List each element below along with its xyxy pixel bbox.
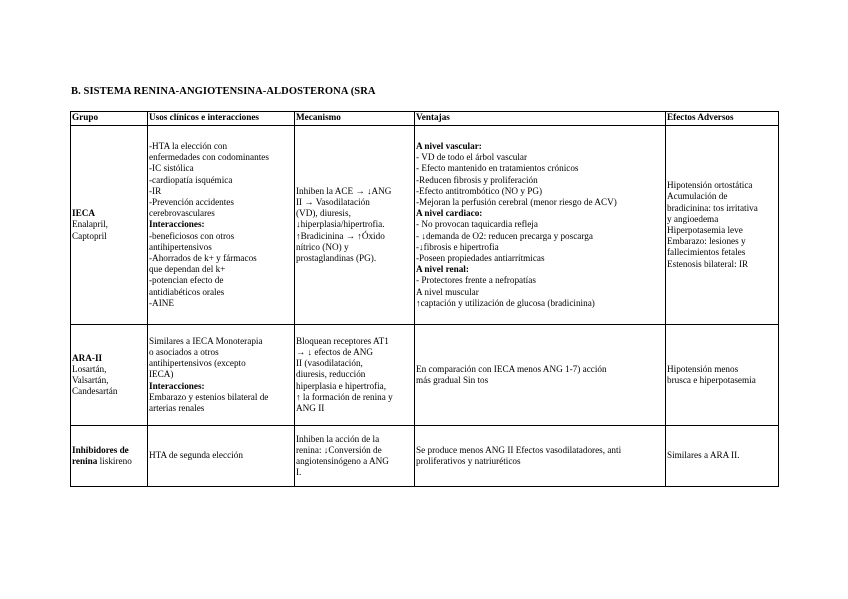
cell-line: antihipertensivos (excepto [149,358,246,369]
cell-group-inhibidores [71,426,148,487]
table-row-inhibidores-renina [71,426,779,487]
cell-line: Se produce menos ANG II Efectos vasodilatadores, anti [416,444,622,455]
cell-line: fallecimientos fetales [667,247,746,258]
table-header-row [71,112,779,126]
group-drug: Enalapril, [72,219,108,230]
cell-line: ANG II [296,403,325,413]
cell-line: Inhiben la acción de la [296,433,380,444]
cell-line: angiotensinógeno a ANG [296,456,389,466]
cell-line: -potencian efecto de [149,275,224,286]
cell-line: -↓fibrosis e hipertrofia [416,241,499,252]
group-name-rest: renina [72,456,98,466]
cell-line: -AINE [149,297,175,308]
cell-line: ↓hiperplasia/hipertrofia. [296,219,385,230]
group-drug: liskireno [97,456,132,466]
cell-line: más gradual Sin tos [416,375,489,385]
cell-line: diuresis, reducción [296,369,366,380]
cell-subheading: Interacciones: [149,380,205,391]
cell-line: -Prevención accidentes [149,196,234,207]
group-drug: Captopril [72,230,107,241]
cell-line: Embarazo y estenios bilateral de [149,391,269,402]
cell-line: - Protectores frente a nefropatías [416,275,536,286]
header-efectos: Efectos Adversos [666,112,779,126]
cell-line: -Mejoran la perfusión cerebral (menor riesgo de ACV) [416,196,617,207]
cell-line: HTA de segunda elección [149,450,243,461]
cell-usos-ara-ii [148,325,295,426]
cell-line: -HTA la elección con [149,140,228,151]
cell-line: enfermedades con codominantes [149,152,269,163]
cell-line: cerebrovasculares [149,208,215,219]
cell-line: renina: ↓Conversión de [296,444,382,455]
cell-ventajas-ara-ii [415,325,666,426]
cell-line: Hiperpotasemia leve [667,225,743,235]
cell-line: -beneficiosos con otros [149,230,235,241]
cell-efectos-ara-ii [666,325,779,426]
cell-line: Acumulación de [667,191,728,202]
header-mecanismo: Mecanismo [295,112,415,126]
cell-line: Similares a ARA II. [667,450,740,461]
cell-efectos-ieca [666,126,779,325]
group-drug: Candesartán [72,386,118,397]
cell-line: proliferativos y natriuréticos [416,456,521,466]
header-ventajas: Ventajas [415,112,666,126]
cell-line: ↑ la formación de renina y [296,391,393,402]
cell-line: - ↓demanda de O2: reducen precarga y poscarga [416,230,593,241]
cell-line: Hipotensión ortostática [667,180,753,191]
cell-line: brusca e hiperpotasemia [667,375,756,385]
cell-subheading: A nivel vascular: [416,140,482,151]
cell-mecanismo-ieca [295,126,415,325]
cell-line: ↑captación y utilización de glucosa (bradicinina) [416,297,595,308]
cell-subheading: Interacciones: [149,219,205,230]
cell-line: prostaglandinas (PG). [296,253,377,263]
cell-line: ↑Bradicinina → ↑Óxido [296,230,385,241]
cell-group-ieca [71,126,148,325]
header-usos: Usos clínicos e interacciones [148,112,295,126]
cell-line: y angioedema [667,213,719,224]
cell-line: En comparación con IECA menos ANG 1-7) acción [416,363,607,374]
cell-line: -Efecto antitrombótico (NO y PG) [416,185,543,196]
cell-usos-ieca [148,126,295,325]
cell-ventajas-ieca [415,126,666,325]
cell-subheading: A nivel cardiaco: [416,208,483,219]
cell-line: (VD), diuresis, [296,208,351,219]
cell-line: Similares a IECA Monoterapia [149,335,263,346]
cell-line: -cardiopatía isquémica [149,174,233,185]
group-name: Inhibidores de [72,444,129,455]
cell-line: antihipertensivos [149,241,212,252]
cell-line: Embarazo: lesiones y [667,236,746,247]
cell-efectos-inhibidores [666,426,779,487]
header-grupo: Grupo [71,112,148,126]
table-row-ieca [71,126,779,325]
table-row-ara-ii [71,325,779,426]
cell-line: o asociados a otros [149,346,219,357]
cell-line: arterias renales [149,403,205,413]
cell-line: -Reducen fibrosis y proliferación [416,174,538,185]
cell-line: -IC sistólica [149,163,194,174]
group-name: IECA [72,208,95,219]
cell-line: Hipotensión menos [667,363,739,374]
group-drug: Losartán, [72,363,107,374]
cell-line: bradicinina: tos irritativa [667,202,758,213]
cell-line: → ↓ efectos de ANG [296,346,374,357]
cell-line: I. [296,467,302,478]
cell-line: IECA) [149,369,174,380]
cell-line: -Poseen propiedades antiarrítmicas [416,253,545,263]
cell-line: II → Vasodilatación [296,196,370,207]
cell-line: A nivel muscular [416,286,479,297]
cell-ventajas-inhibidores [415,426,666,487]
cell-line: - VD de todo el árbol vascular [416,152,528,163]
cell-line: -Ahorrados de k+ y fármacos [149,253,257,263]
cell-line: hiperplasia e hipertrofia, [296,380,387,391]
cell-line: nítrico (NO) y [296,241,349,252]
cell-line: que dependan del k+ [149,264,226,275]
cell-group-ara-ii [71,325,148,426]
group-name: ARA-II [72,352,103,363]
group-drug: Valsartán, [72,375,109,385]
cell-mecanismo-inhibidores [295,426,415,487]
cell-mecanismo-ara-ii [295,325,415,426]
cell-line: -IR [149,185,162,196]
cell-usos-inhibidores [148,426,295,487]
cell-line: Estenosis bilateral: IR [667,258,749,269]
cell-subheading: A nivel renal: [416,264,469,275]
cell-line: - Efecto mantenido en tratamientos crónicos [416,163,579,174]
section-title: B. SISTEMA RENINA-ANGIOTENSINA-ALDOSTERONA (SRA [71,86,376,97]
cell-line: - No provocan taquicardia refleja [416,219,538,230]
drug-table [70,111,779,487]
cell-line: Bloquean receptores AT1 [296,335,389,346]
cell-line: Inhiben la ACE → ↓ANG [296,185,392,196]
cell-line: II (vasodilatación, [296,358,363,369]
cell-line: antidiabéticos orales [149,286,225,297]
